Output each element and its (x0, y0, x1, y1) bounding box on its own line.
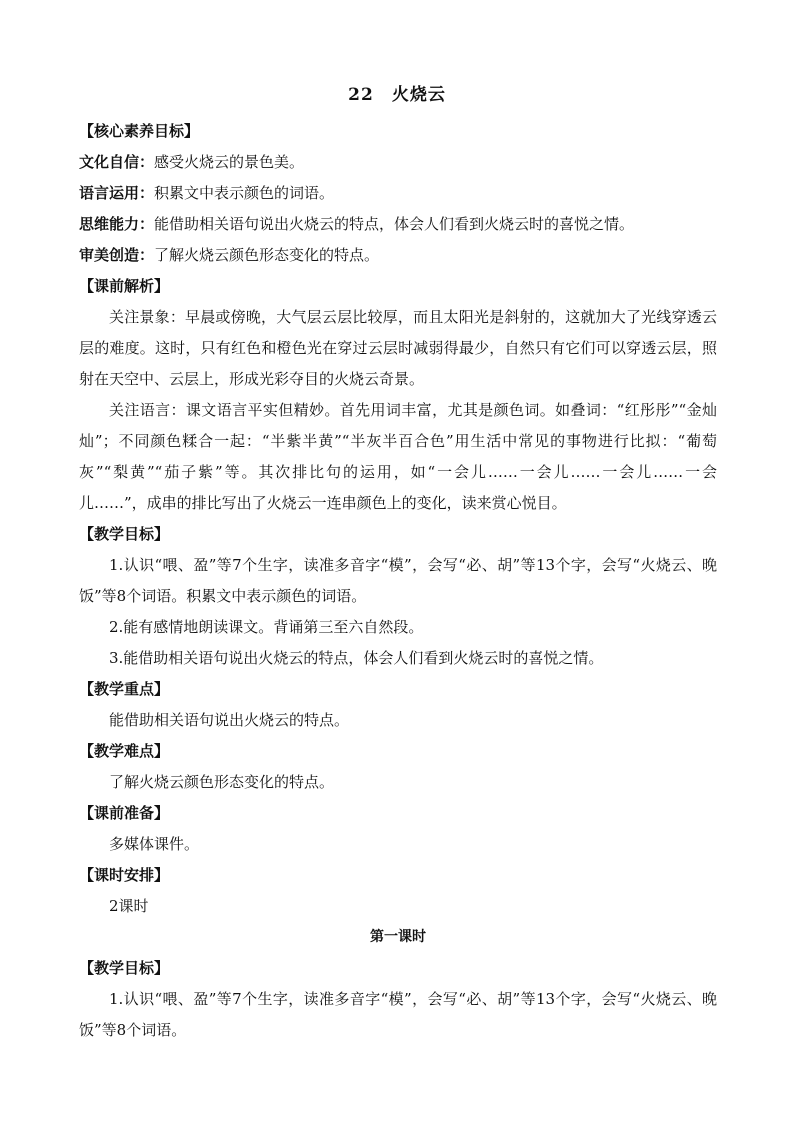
first-period-title: 第一课时 (370, 929, 426, 945)
document-body (79, 116, 717, 1046)
core-goal-label: 语言运用： (79, 184, 155, 202)
preparation-heading: 【课前准备】 (79, 804, 170, 822)
core-goal-text: 感受火烧云的景色美。 (154, 153, 305, 171)
first-period-goals-heading: 【教学目标】 (79, 959, 170, 977)
core-goal-thinking (79, 209, 717, 240)
teaching-goal-item-1: 1.认识“喂、盈”等7个生字，读准多音字“模”，会写“必、胡”等13个字，会写“火烧云、晚饭”等8个词语。积累文中表示颜色的词语。 (79, 556, 717, 605)
analysis-paragraph-scene: 关注景象：早晨或傍晚，大气层云层比较厚，而且太阳光是斜射的，这就加大了光线穿透云层的难度。这时，只有红色和橙色光在穿过云层时减弱得最少，自然只有它们可以穿透云层，照射在天空中、云层上，形成光彩夺目的火烧云奇景。 (79, 308, 717, 388)
core-goal-language (79, 178, 717, 209)
core-goal-culture (79, 147, 717, 178)
difficulties-text: 了解火烧云颜色形态变化的特点。 (109, 773, 335, 791)
core-goal-label: 文化自信： (79, 153, 155, 171)
analysis-paragraph-language: 关注语言：课文语言平实但精妙。首先用词丰富，尤其是颜色词。如叠词：“红彤彤”“金灿灿”；不同颜色糅合一起：“半紫半黄”“半灰半百合色”用生活中常见的事物进行比拟：“葡萄灰”“梨黄”“茄子紫”等。其次排比句的运用，如“一会儿……一会儿……一会儿……一会儿……”，成串的排比写出了火烧云一连串颜色上的变化，读来赏心悦目。 (79, 401, 717, 512)
teaching-goal-item-3: 3.能借助相关语句说出火烧云的特点，体会人们看到火烧云时的喜悦之情。 (109, 649, 604, 667)
key-points-text: 能借助相关语句说出火烧云的特点。 (109, 711, 350, 729)
schedule-text: 2课时 (109, 897, 149, 915)
core-goal-text: 了解火烧云颜色形态变化的特点。 (154, 246, 380, 264)
preparation-text: 多媒体课件。 (109, 835, 200, 853)
core-goals-heading: 【核心素养目标】 (79, 122, 200, 140)
core-goal-text: 积累文中表示颜色的词语。 (154, 184, 335, 202)
core-goal-text: 能借助相关语句说出火烧云的特点，体会人们看到火烧云时的喜悦之情。 (154, 215, 635, 233)
teaching-goals-heading: 【教学目标】 (79, 525, 170, 543)
difficulties-heading: 【教学难点】 (79, 742, 170, 760)
analysis-heading: 【课前解析】 (79, 277, 170, 295)
core-goal-label: 审美创造： (79, 246, 155, 264)
schedule-heading: 【课时安排】 (79, 866, 170, 884)
key-points-heading: 【教学重点】 (79, 680, 170, 698)
core-goal-aesthetic (79, 240, 717, 271)
teaching-goal-item-2: 2.能有感情地朗读课文。背诵第三至六自然段。 (109, 618, 424, 636)
first-period-goal-item-1: 1.认识“喂、盈”等7个生字，读准多音字“模”，会写“必、胡”等13个字，会写“火烧云、晚饭”等8个词语。 (79, 990, 717, 1039)
document-title: 22 火烧云 (348, 85, 446, 105)
core-goal-label: 思维能力： (79, 215, 155, 233)
